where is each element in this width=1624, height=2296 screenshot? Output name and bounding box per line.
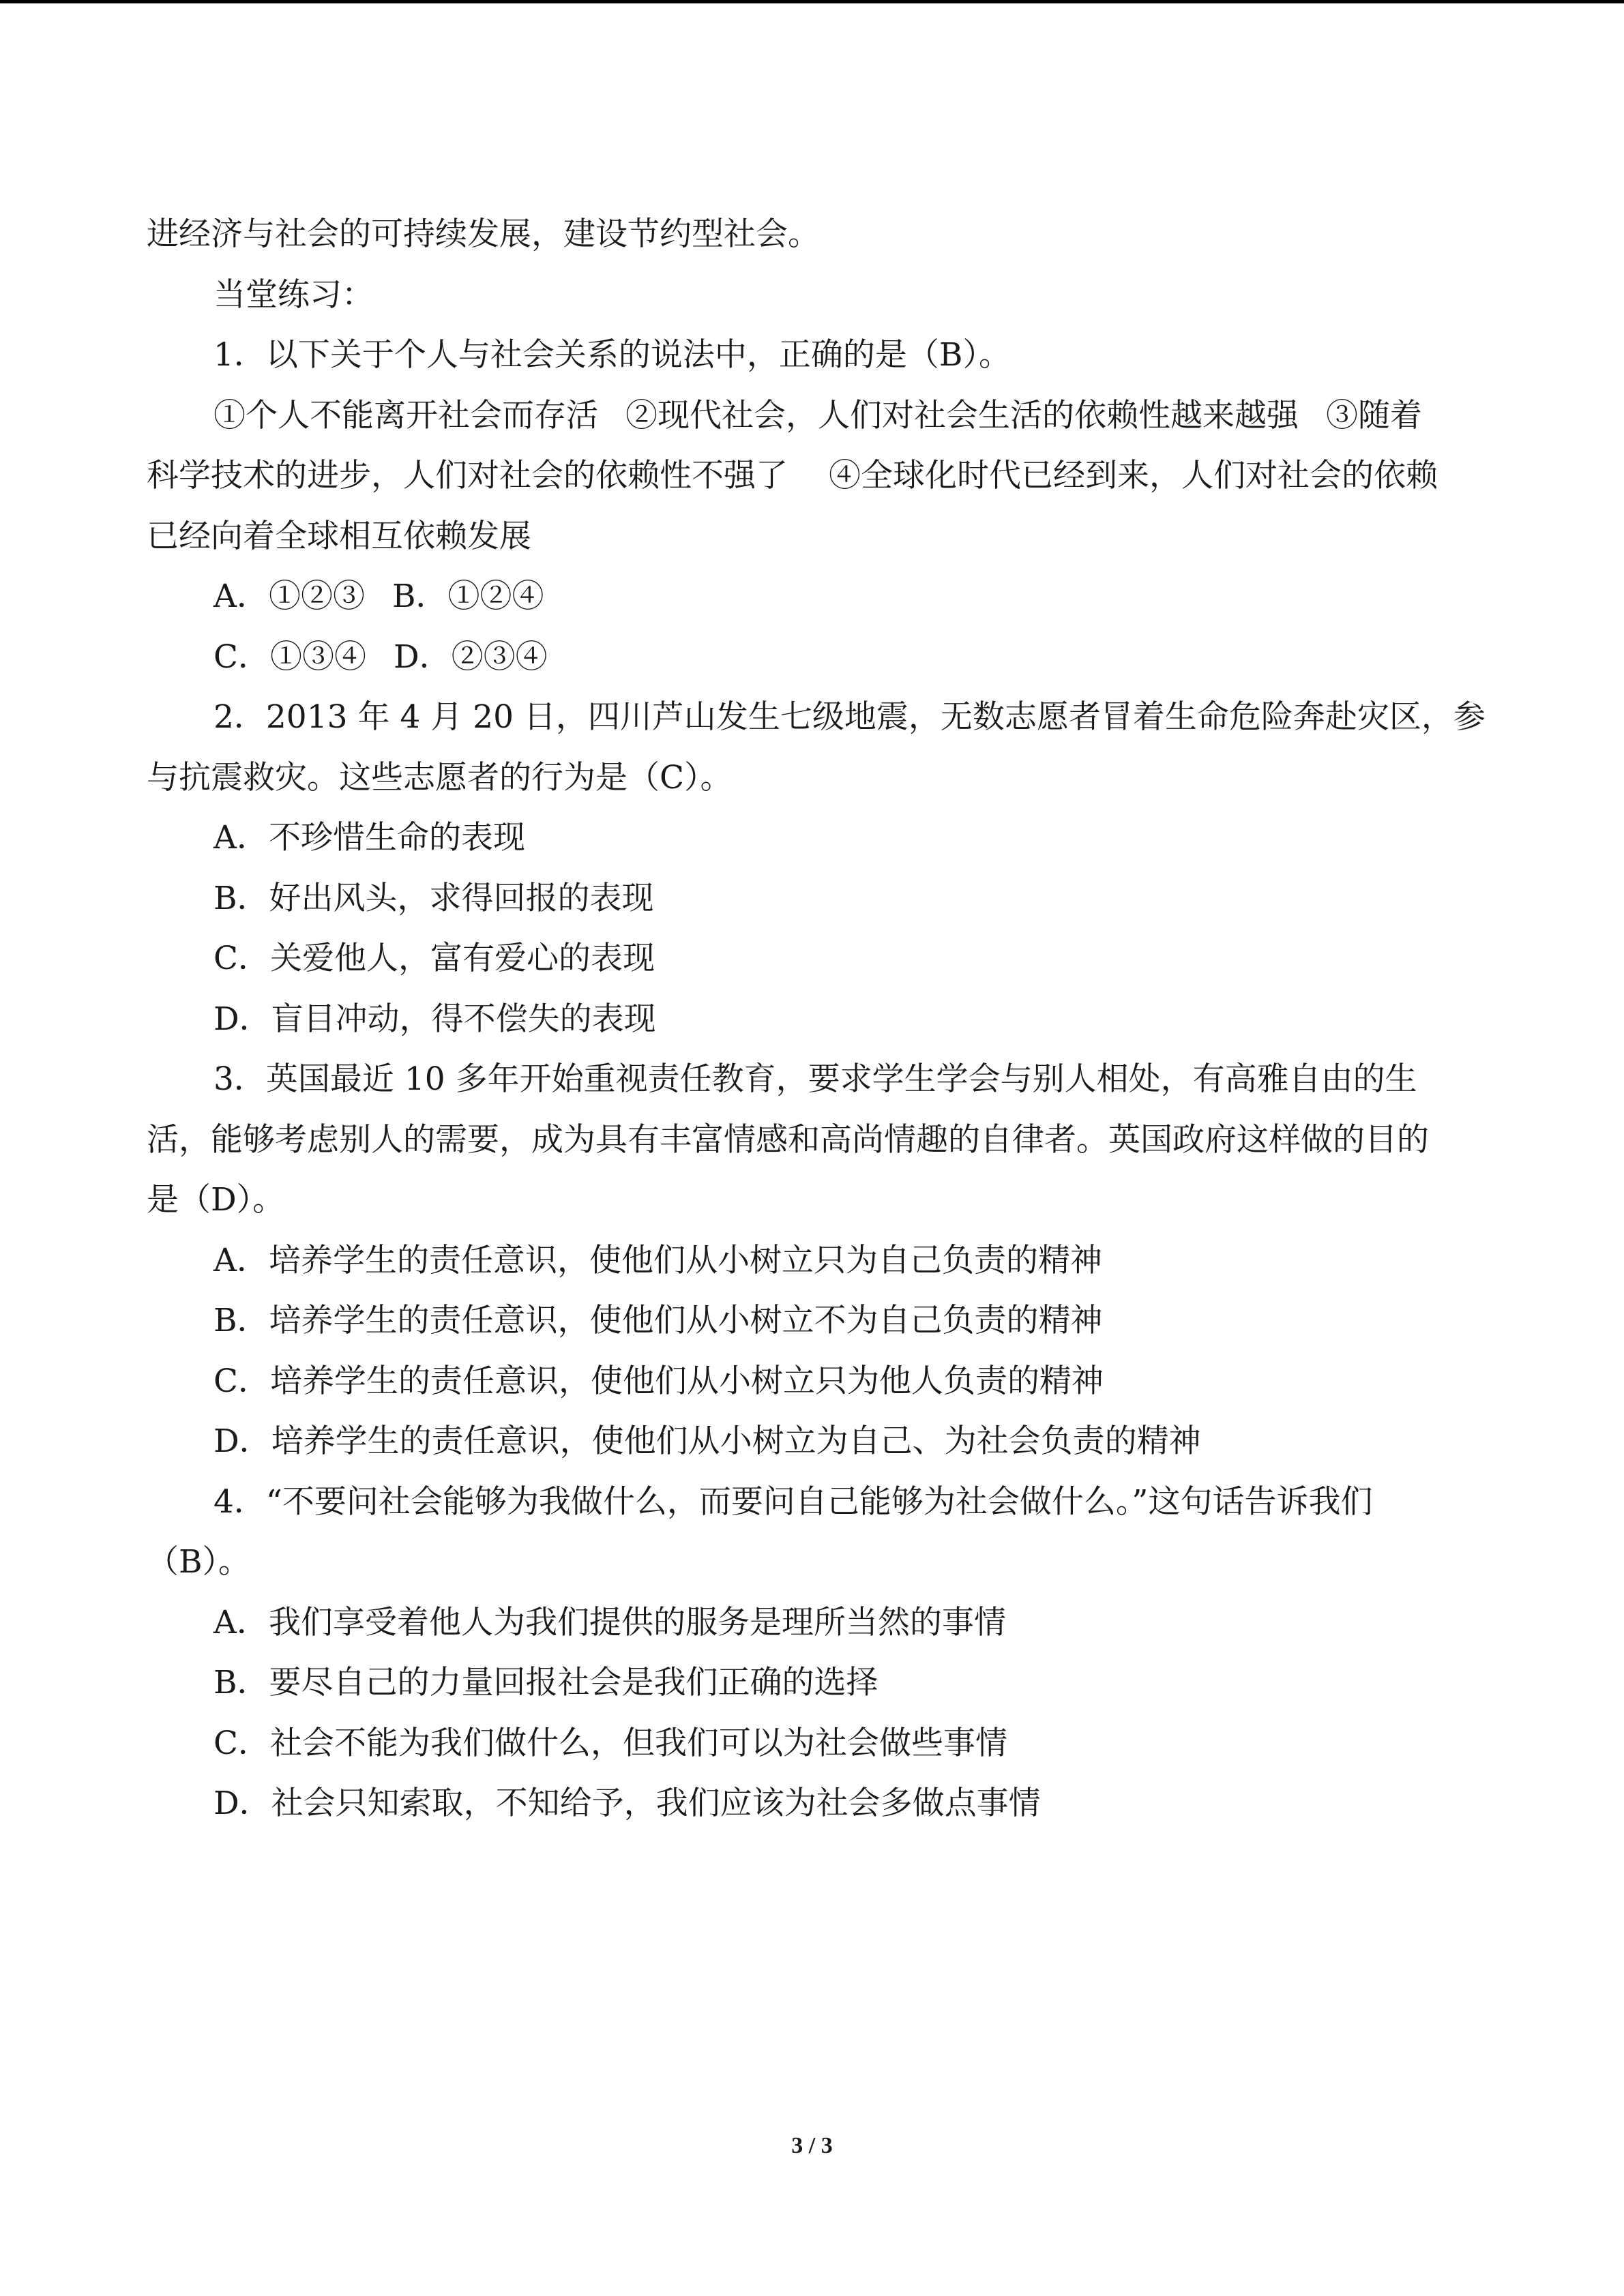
question-3-stem-line-1: 3．英国最近 10 多年开始重视责任教育，要求学生学会与别人相处，有高雅自由的生 xyxy=(213,1060,1417,1098)
question-4-option-b: B．要尽自己的力量回报社会是我们正确的选择 xyxy=(213,1664,879,1701)
statement-2: ②现代社会，人们对社会生活的依赖性越来越强 xyxy=(625,396,1299,434)
question-3-option-a: A．培养学生的责任意识，使他们从小树立只为自己负责的精神 xyxy=(213,1241,1102,1279)
document-page xyxy=(147,205,1486,1834)
statement-3-end: 科学技术的进步，人们对社会的依赖性不强了 xyxy=(147,457,788,494)
statement-1: ①个人不能离开社会而存活 xyxy=(213,396,598,434)
intro-continuation: 进经济与社会的可持续发展，建设节约型社会。 xyxy=(147,215,820,253)
question-4-option-c: C．社会不能为我们做什么，但我们可以为社会做些事情 xyxy=(213,1724,1007,1762)
question-2-stem-line-1: 2．2013 年 4 月 20 日，四川芦山发生七级地震，无数志愿者冒着生命危险奔赴灾区，参 xyxy=(213,698,1486,736)
question-4-stem-line-2: （B）。 xyxy=(147,1543,251,1581)
question-3-option-c: C．培养学生的责任意识，使他们从小树立只为他人负责的精神 xyxy=(213,1362,1104,1400)
question-3-stem-line-3: 是（D）。 xyxy=(147,1181,285,1219)
question-3 xyxy=(147,1049,1483,1472)
question-4-option-d: D．社会只知索取，不知给予，我们应该为社会多做点事情 xyxy=(213,1785,1041,1822)
option-b: B．①②④ xyxy=(392,578,544,615)
question-4-stem-line-1: 4．“不要问社会能够为我做什么，而要问自己能够为社会做什么。”这句话告诉我们 xyxy=(213,1482,1373,1521)
page-number: 3 / 3 xyxy=(791,2133,833,2158)
statement-3-start: ③随着 xyxy=(1326,396,1422,434)
question-4-option-a: A．我们享受着他人为我们提供的服务是理所当然的事情 xyxy=(213,1603,1006,1641)
question-1-options-row-2 xyxy=(147,627,1483,688)
question-2 xyxy=(147,687,1486,1049)
statement-4-end: 已经向着全球相互依赖发展 xyxy=(147,517,531,555)
top-border-rule xyxy=(0,0,1624,3)
question-4 xyxy=(147,1472,1483,1834)
question-2-stem-line-2: 与抗震救灾。这些志愿者的行为是（C）。 xyxy=(147,758,733,796)
question-2-option-a: A．不珍惜生命的表现 xyxy=(213,819,525,856)
question-3-stem-line-2: 活，能够考虑别人的需要，成为具有丰富情感和高尚情趣的自律者。英国政府这样做的目的 xyxy=(147,1120,1429,1159)
option-c: C．①③④ xyxy=(213,638,366,676)
question-2-option-b: B．好出风头，求得回报的表现 xyxy=(213,879,654,917)
question-3-option-d: D．培养学生的责任意识，使他们从小树立为自己、为社会负责的精神 xyxy=(213,1422,1201,1460)
question-1-options-row-1 xyxy=(147,567,1483,627)
question-1 xyxy=(147,325,1483,687)
question-2-option-c: C．关爱他人，富有爱心的表现 xyxy=(213,940,655,977)
question-3-option-b: B．培养学生的责任意识，使他们从小树立不为自己负责的精神 xyxy=(213,1302,1103,1339)
section-title: 当堂练习： xyxy=(213,275,374,314)
question-2-option-d: D．盲目冲动，得不偿失的表现 xyxy=(213,1000,656,1038)
question-1-statements-line-2 xyxy=(147,446,1483,507)
statement-4-start: ④全球化时代已经到来，人们对社会的依赖 xyxy=(829,457,1438,494)
question-1-stem: 1．以下关于个人与社会关系的说法中，正确的是（B）。 xyxy=(213,336,1011,374)
question-1-statements-line-1 xyxy=(147,386,1483,447)
option-d: D．②③④ xyxy=(393,638,548,676)
option-a: A．①②③ xyxy=(213,578,365,615)
